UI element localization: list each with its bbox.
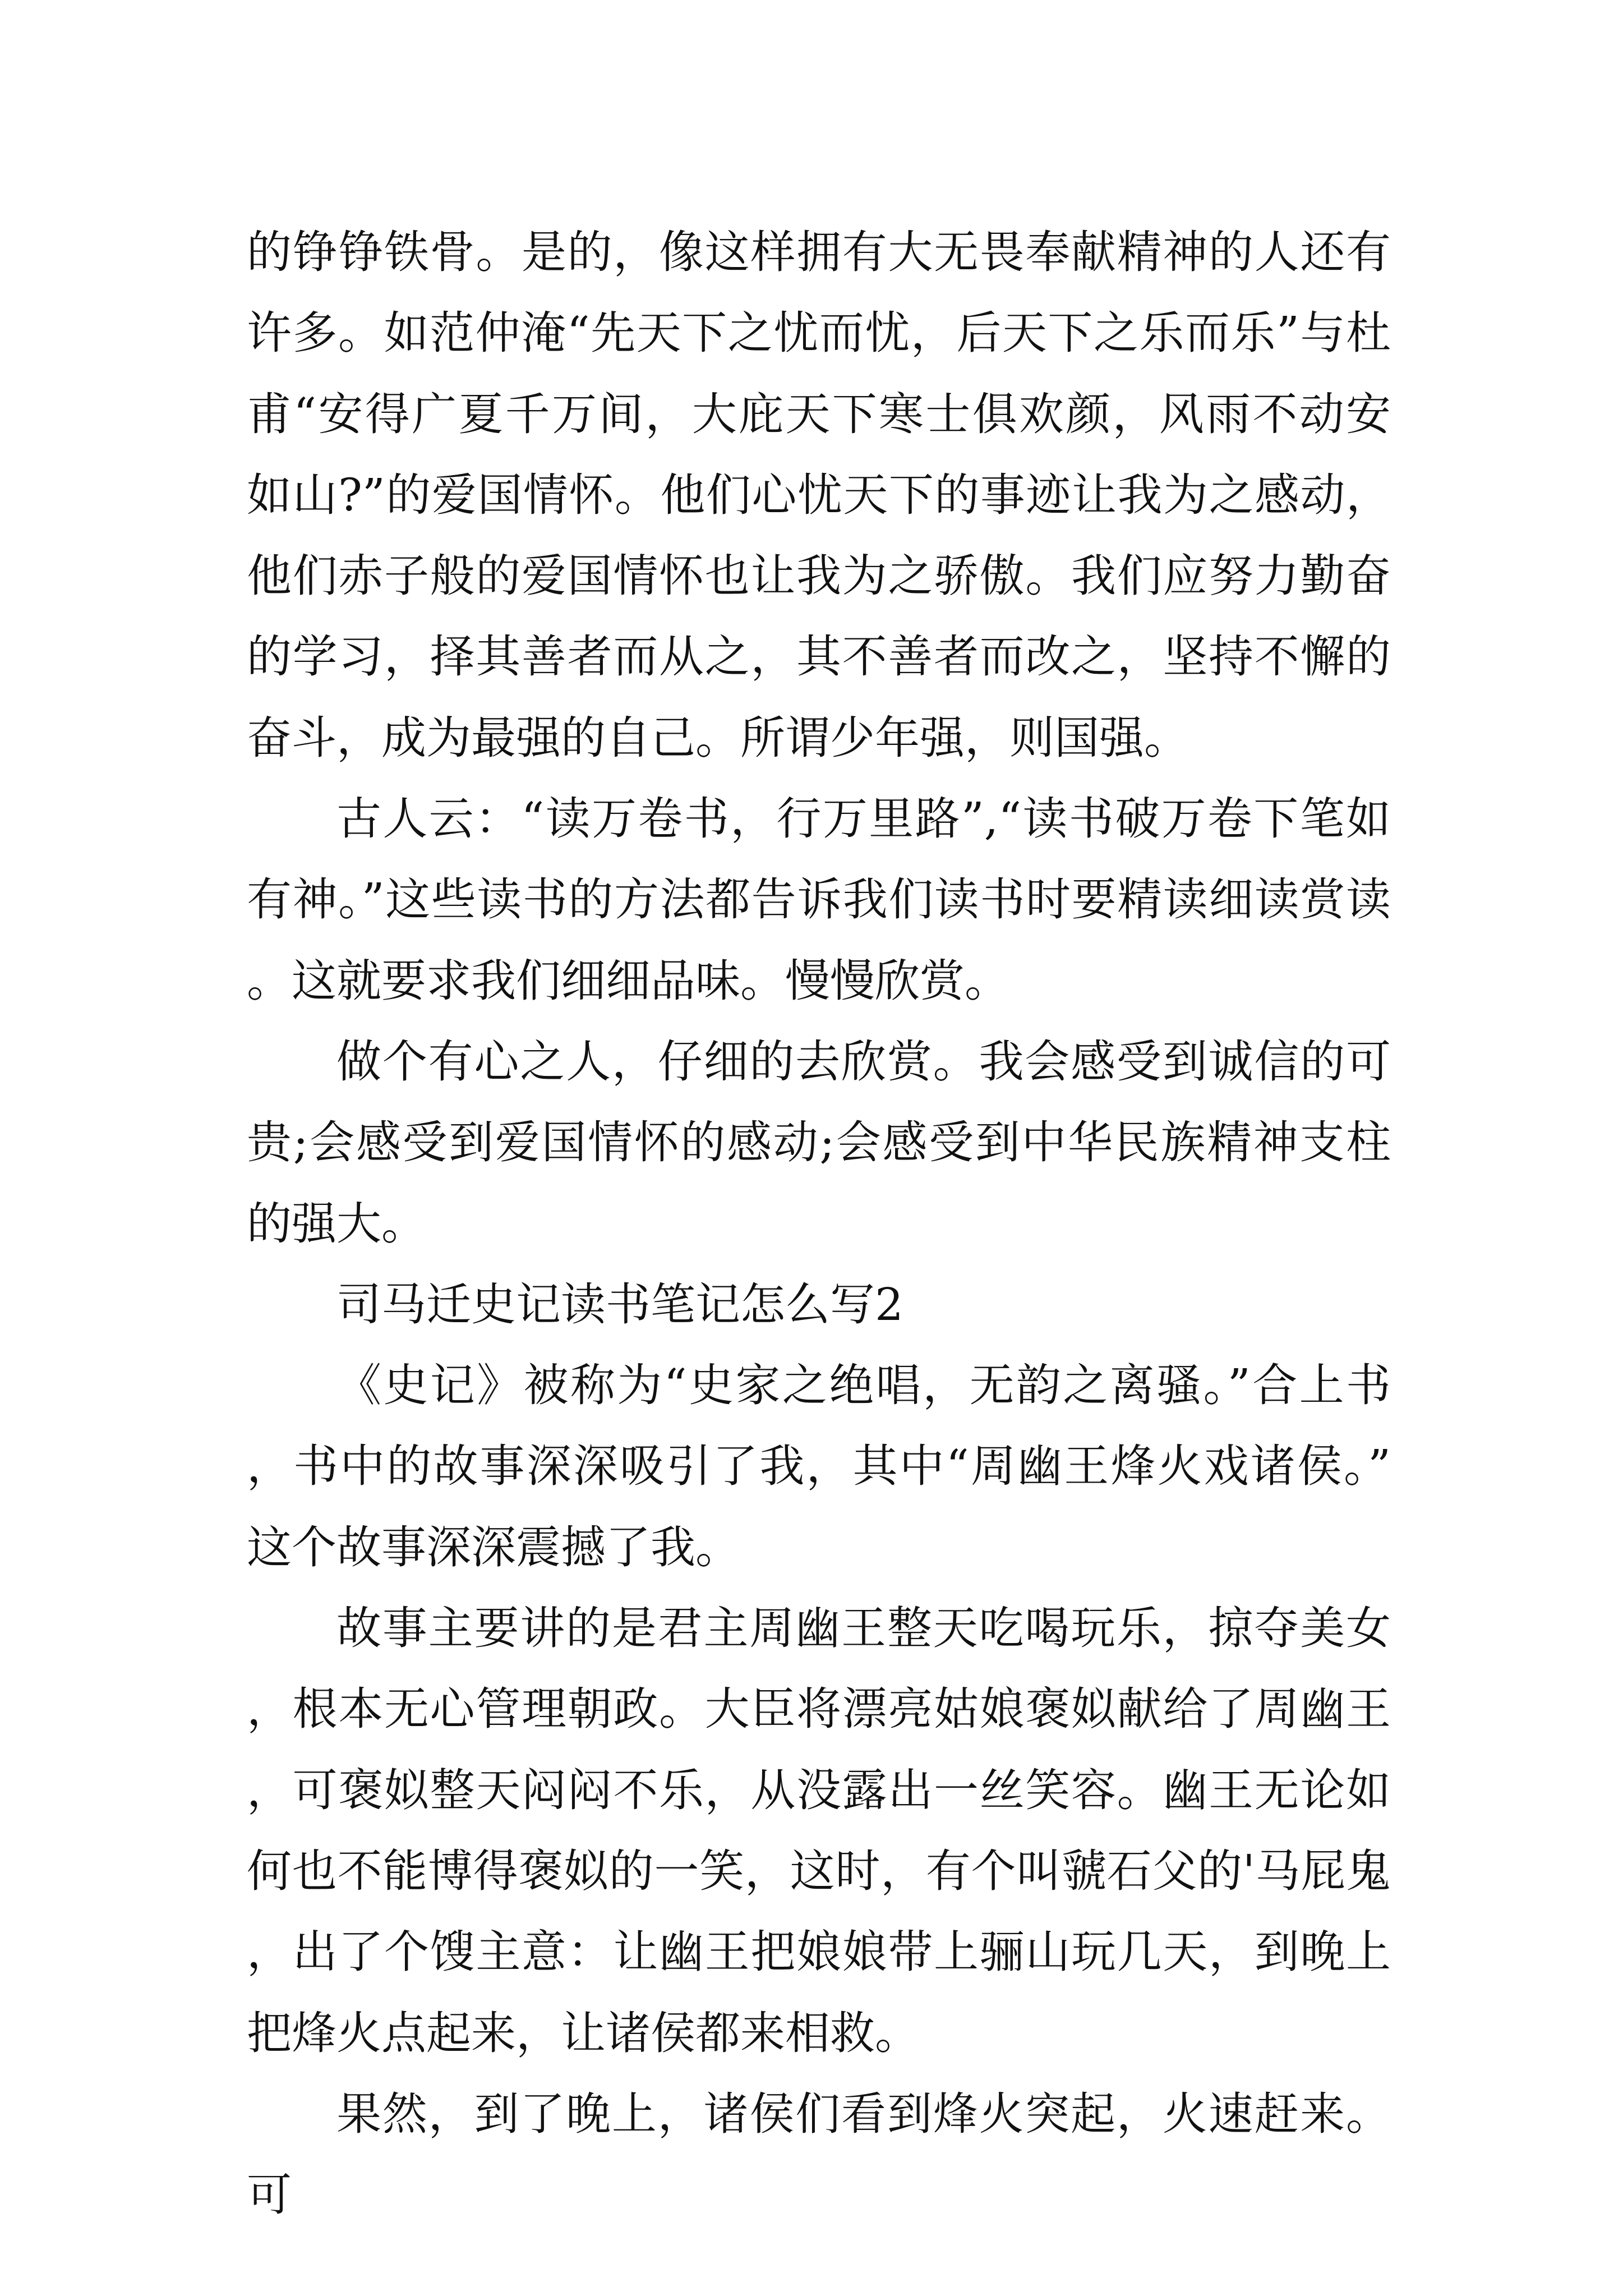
paragraph-1: 的铮铮铁骨。是的，像这样拥有大无畏奉献精神的人还有许多。如范仲淹“先天下之忧而忧，后天下之乐而乐”与杜甫“安得广夏千万间，大庇天下寒士俱欢颜，风雨不动安如山?”的爱国情怀。他们心忧天下的事迹让我为之感动，他们赤子般的爱国情怀也让我为之骄傲。我们应努力勤奋的学习，择其善者而从之，其不善者而改之，坚持不懈的奋斗，成为最强的自己。所谓少年强，则国强。 xyxy=(247,226,1391,764)
paragraph-5: 故事主要讲的是君主周幽王整天吃喝玩乐，掠夺美女，根本无心管理朝政。大臣将漂亮姑娘褒姒献给了周幽王，可褒姒整天闷闷不乐，从没露出一丝笑容。幽王无论如何也不能博得褒姒的一笑，这时，有个叫虢石父的'马屁鬼，出了个馊主意：让幽王把娘娘带上骊山玩几天，到晚上把烽火点起来，让诸侯都来相救。 xyxy=(247,1602,1391,2059)
paragraph-4: 《史记》被称为“史家之绝唱，无韵之离骚。”合上书，书中的故事深深吸引了我，其中“周幽王烽火戏诸侯。”这个故事深深震撼了我。 xyxy=(247,1359,1391,1573)
document-body xyxy=(247,212,1391,2235)
section-heading: 司马迁史记读书笔记怎么写2 xyxy=(336,1278,903,1331)
paragraph-6: 果然，到了晚上，诸侯们看到烽火突起，火速赶来。可 xyxy=(247,2087,1391,2221)
paragraph-3: 做个有心之人，仔细的去欣赏。我会感受到诚信的可贵;会感受到爱国情怀的感动;会感受到中华民族精神支柱的强大。 xyxy=(247,1035,1391,1250)
paragraph-2: 古人云：“读万卷书，行万里路”,“读书破万卷下笔如有神。”这些读书的方法都告诉我们读书时要精读细读赏读。这就要求我们细细品味。慢慢欣赏。 xyxy=(247,793,1391,1007)
